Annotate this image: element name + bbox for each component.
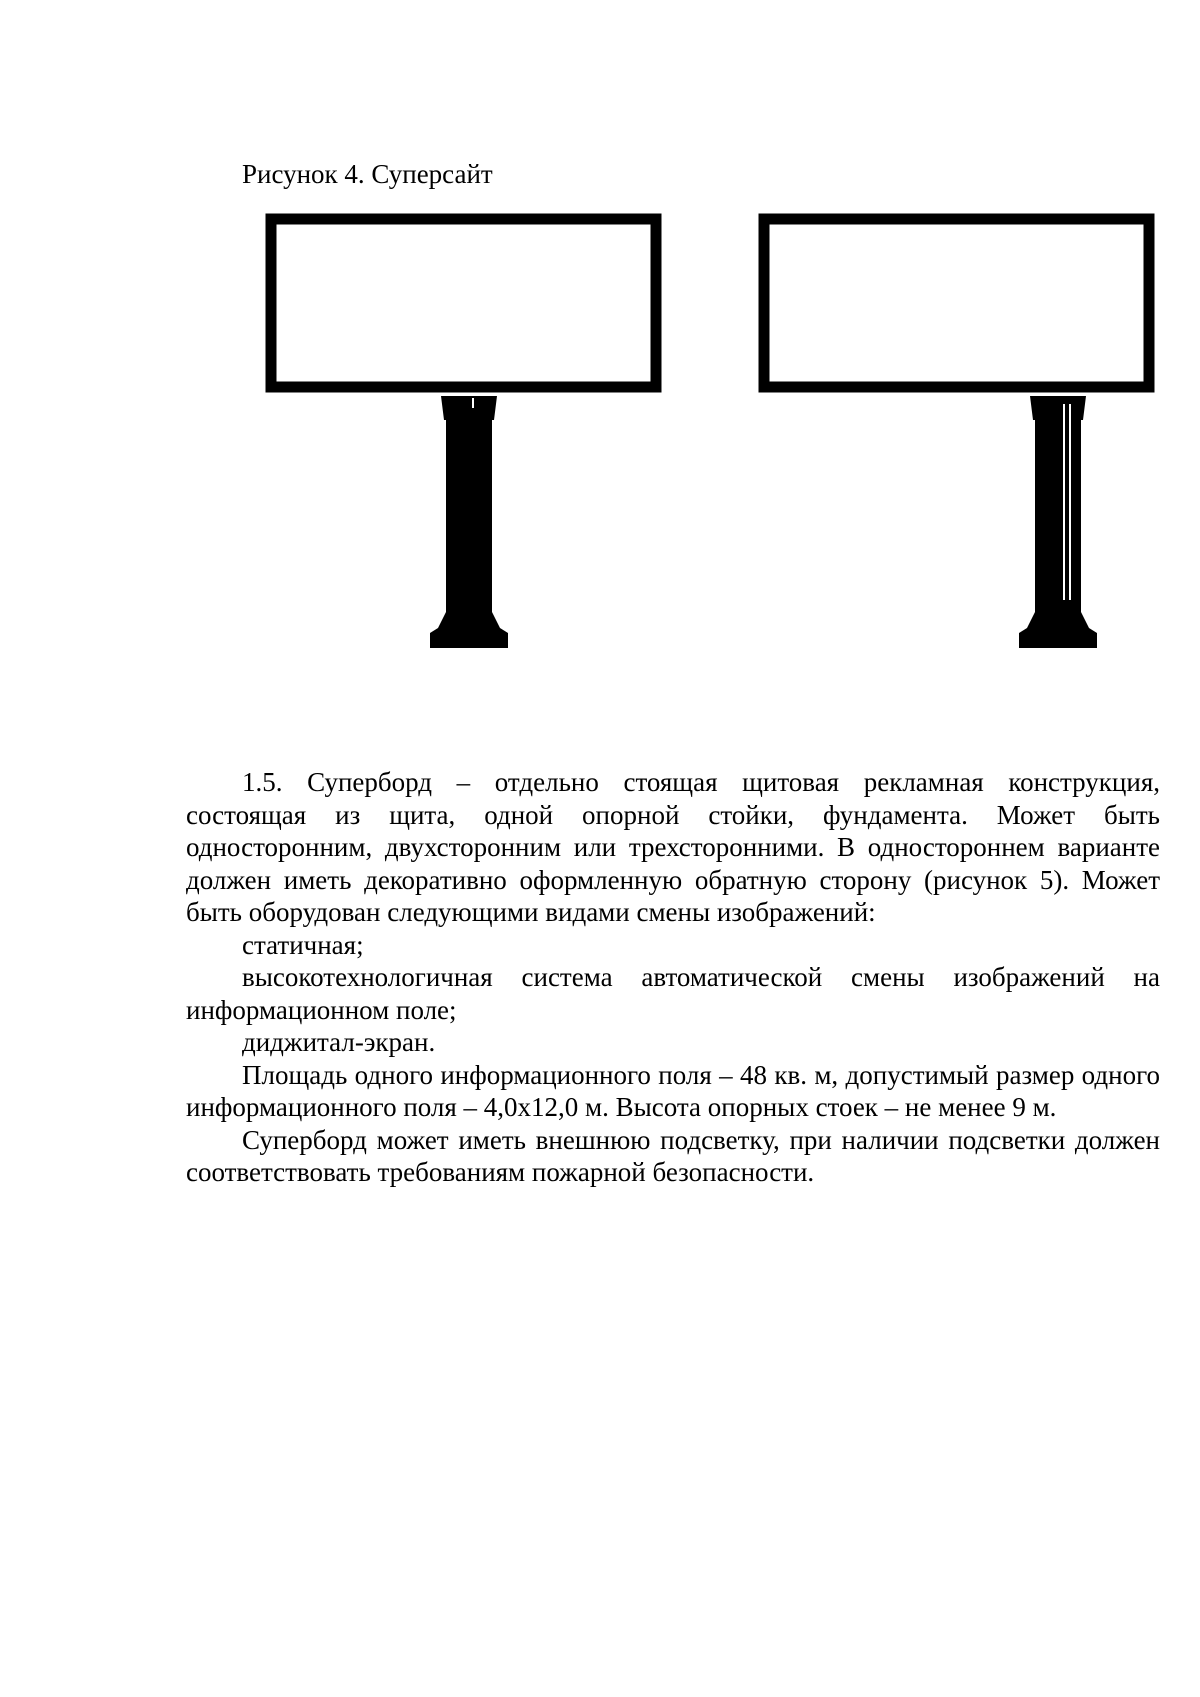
list-item-auto-change: высокотехнологичная система автоматической смены изображений на информационном поле;: [186, 962, 1160, 1025]
billboard-right-column-cap: [1030, 396, 1086, 420]
paragraph-definition: 1.5. Суперборд – отдельно стоящая щитовая рекламная конструкция, состоящая из щита, одной опорной стойки, фундамента. Может быть односторонним, двухсторонним или трехсторонними. В одностороннем варианте должен иметь декоративно оформленную обратную сторону (рисунок 5). Может быть оборудован следующими видами смены изображений:: [186, 767, 1160, 927]
billboard-left-panel: [271, 219, 656, 387]
billboard-right-column: [1035, 418, 1081, 618]
billboard-left: [271, 219, 656, 648]
paragraph-lighting: Суперборд может иметь внешнюю подсветку, при наличии подсветки должен соответствовать требованиям пожарной безопасности.: [186, 1124, 1160, 1187]
billboard-right-column-base: [1019, 612, 1097, 648]
billboard-right: [764, 219, 1149, 648]
billboard-left-column-cap: [441, 396, 497, 420]
figure-caption: Рисунок 4. Суперсайт: [242, 159, 493, 189]
billboard-left-column-base: [430, 612, 508, 648]
section-body: [186, 766, 1160, 1189]
billboard-figure: [0, 0, 1200, 700]
list-item-static: статичная;: [242, 929, 364, 960]
billboard-left-column: [446, 418, 492, 618]
billboard-right-panel: [764, 219, 1149, 387]
paragraph-dimensions: Площадь одного информационного поля – 48 кв. м, допустимый размер одного информационного поля – 4,0x12,0 м. Высота опорных стоек – не менее 9 м.: [186, 1059, 1160, 1122]
list-item-digital: диджитал-экран.: [242, 1027, 436, 1057]
